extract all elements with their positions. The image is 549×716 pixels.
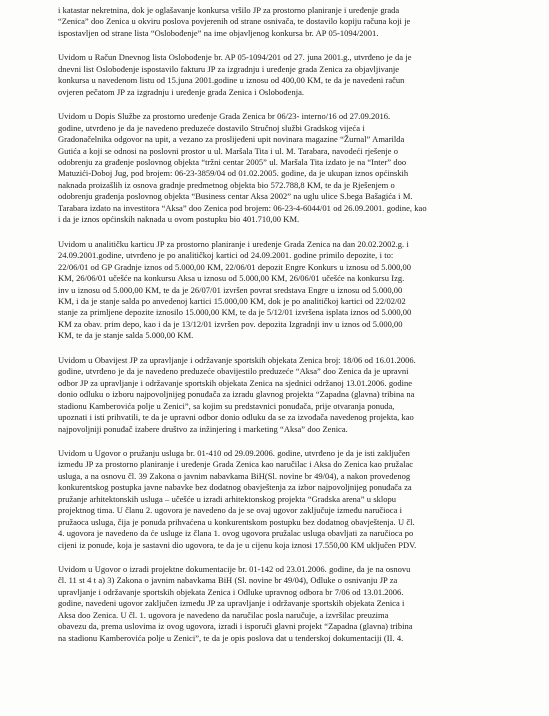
text-line: Uvidom u Dopis Službe za prostorno uređenje Grada Zenica br 06/23- interno/16 od 27.09.2016.	[58, 111, 391, 122]
text-line: inv u iznosu od 5.000,00 KM, te da je 26/07/01 izvršen povrat sredstava Engre u iznosu od 5.000,00	[58, 284, 403, 295]
paragraph-p5	[58, 355, 527, 435]
text-line: i katastar nekretnina, dok je oglašavanje konkursa vršilo JP za prostorno planiranje i uređenje grada	[58, 5, 400, 15]
text-line: Tarabara izdato na investitora “Aksa” doo Zenica pod brojem: 06-23-4-6044/01 od 26.09.2001. godine, kao	[58, 202, 427, 213]
paragraph-p3	[58, 111, 527, 226]
text-line: KM, te da je stanje salda 5.000,00 KM.	[58, 330, 194, 341]
text-line: na stadionu Kamberovića polje u Zenici”, te da je opis poslova dat u tenderskoj dokumentaciji (II. 4.	[58, 632, 404, 643]
text-line: “Zenica” doo Zenica u okviru poslova povjerenih od strane osnivača, te dostavilo kopiju računa koji je	[58, 16, 411, 27]
text-line: godine, utvrđeno je da je navedeno preduzeće obavijestilo preduzeće “Aksa” doo Zenica da je upravni	[58, 366, 409, 377]
paragraph-p4	[58, 239, 527, 342]
text-line: između JP za prostorno planiranje i uređenje Grada Zenica kao naručilac i Aksa do Zenica kao pružalac	[58, 459, 414, 470]
text-line: pružaoca usluga, čija je ponuda prihvaćena u konkurentskom postupku bez dodatnog obavještenja. U čl.	[58, 516, 415, 527]
text-line: dnevni list Oslobođenje ispostavilo fakturu JP za izgradnju i uređenje grada Zenica za objavljivanje	[58, 63, 400, 74]
text-line: konkurentskog postupka javne nabavke bez dodatnog obavještenja za izbor najpovoljnijeg ponuđača za	[58, 482, 412, 493]
text-line: konkursa u navedenom listu od 15.juna 2001.godine u iznosu od 400,00 KM, te da je navedeni račun	[58, 75, 405, 86]
text-line: obavezu da, prema uslovima iz ovog ugovora, izradi i isporuči glavni projekt “Zapadna (glavna) tribina	[58, 621, 413, 632]
text-line: 22/06/01 od GP Gradnje iznos od 5.000,00 KM, 22/06/01 depozit Engre Konkurs u iznosu od 5.000,00	[58, 261, 412, 272]
text-line: godine, navedeni ugovor zaključen između JP za upravljanje i održavanje sportskih objekata Zenica i	[58, 598, 405, 609]
text-line: Uvidom u Račun Dnevnog lista Oslobođenje br. AP 05-1094/201 od 27. juna 2001.g., utvrđeno je da je	[58, 52, 412, 63]
paragraph-p1	[58, 5, 527, 39]
text-line: odobrenju građenja poslovnog objekta “Business centar Aksa 2002” na uglu ulice S.bega Bašagića i M.	[58, 191, 413, 202]
text-line: Uvidom u analitičku karticu JP za prostorno planiranje i uređenje Grada Zenica na dan 20.02.2002.g. i	[58, 238, 409, 249]
text-line: stadionu Kamberovića polje u Zenici”, sa kojim su predstavnici ponuđača, prije otvaranja ponuda,	[58, 400, 395, 411]
text-line: Uvidom u Obavijest JP za upravljanje i održavanje sportskih objekata Zenica broj: 18/06 od 16.01.2006.	[58, 354, 416, 365]
text-line: 4. ugovora je navedeno da će usluge iz člana 1. ovog ugovora pružalac usluga obavljati za naručioca po	[58, 528, 414, 539]
text-line: naknada proizašlih iz osnova gradnje predmetnog objekta bio 572.788,8 KM, te da je Rješenjem o	[58, 179, 395, 190]
text-line: i da je iznos općinskih naknada u ovom postupku bio 401.710,00 KM.	[58, 214, 300, 225]
text-line: odobrenju za građenje poslovnog objekta “tržni centar 2005” ul. Maršala Tita izdato je na “Inter” doo	[58, 156, 407, 167]
text-line: Gutića a koji se odnosi na poslovni prostor u ul. Maršala Tita i ul. M. Tarabara, navodeći rješenje o	[58, 145, 398, 156]
text-line: Matuzići-Doboj Jug, pod brojem: 06-23-3859/04 od 01.02.2005. godine, da je ukupan iznos općinskih	[58, 168, 409, 179]
text-line: najpovoljniji ponuđač izabere društvo za inžinjering i marketing “Aksa” doo Zenica.	[58, 423, 348, 434]
text-line: ispostavljen od strane lista “Oslobođenje” na ime objavljenog konkursa br. AP 05-1094/2001.	[58, 27, 379, 38]
text-line: Aksa doo Zenica. U čl. 1. ugovora je navedeno da naručilac posla naručuje, a izvršilac preuzima	[58, 609, 389, 620]
paragraph-p2	[58, 52, 527, 98]
text-line: pružanje arhitektonskih usluga – učešće u izradi arhitektonskog projekta “Gradska arena” u sklopu	[58, 493, 397, 504]
text-line: čl. 11 st 4 t a) 3) Zakona o javnim nabavkama BiH (Sl. novine br 49/04), Odluke o osnivanju JP za	[58, 575, 398, 586]
paragraph-p6	[58, 448, 527, 551]
text-line: ovjeren pečatom JP za izgradnju i uređenje grada Zenica i Oslobođenja.	[58, 86, 304, 97]
text-line: KM, 26/06/01 učešće na konkursu Aksa u iznosu od 5.000,00 KM, 26/06/01 učešće na konkursu Izg.	[58, 273, 405, 284]
text-line: cijeni iz ponude, koja je sastavni dio ugovora, te da je u cijenu koja iznosi 17.550,00 KM uključen PDV.	[58, 539, 417, 550]
text-line: usluga, a na osnovu čl. 39 Zakona o javnim nabavkama BiH(Sl. novine br 49/04), a nakon provedenog	[58, 470, 411, 481]
text-line: odbor JP za upravljanje i održavanje sportskih objekata Zenica na sjednici održanoj 13.01.2006. godine	[58, 377, 412, 388]
paragraph-p7	[58, 564, 527, 644]
text-line: Gradonačelnika odgovor na upit, a vezano za prosliјeđeni upit novinara magazine “Žurnal” Amarilda	[58, 134, 405, 145]
text-line: stanje za primljene depozite iznosilo 15.000,00 KM, te da je 5/12/01 izvršena isplata iznos od 5.000,00	[58, 307, 412, 318]
text-line: upoznati i isti prihvatili, te da je upravni odbor donio odluku da se za izvođača navedenog projekta, kao	[58, 412, 414, 423]
text-line: KM za obav. prim depo, kao i da je 13/12/01 izvršen pov. depozita Izgradnji inv u iznos od 5.000,00	[58, 318, 403, 329]
text-line: upravljanje i održavanje sportskih objekata Zenica i Odluke upravnog odbora br 7/06 od 13.01.2006.	[58, 586, 404, 597]
text-line: KM, i da je stanje salda po anvedenoj kartici 15.000,00 KM, dok je po analitičkoj kartici od 22/02/02	[58, 295, 406, 306]
text-line: 24.09.2001.godine, utvrđeno je po analitičkoj kartici od 24.09.2001. godine primilo depozite, i to:	[58, 250, 394, 261]
text-line: projektnog tima. U članu 2. ugovora je navedeno da je se ovaj ugovor zaključuje između naručioca i	[58, 505, 403, 516]
text-line: godine, utvrđeno je da je navedeno preduzeće dostavilo Stručnoj službi Gradskog vijeća i	[58, 122, 365, 133]
text-line: Uvidom u Ugovor o pružanju usluga br. 01-410 od 29.09.2006. godine, utvrđeno je da je isti zaključen	[58, 447, 410, 458]
text-line: donio odluku o izboru najpovoljnijeg ponuđača za izradu glavnog projekta “Zapadna (glavna) tribina na	[58, 389, 415, 400]
text-line: Uvidom u Ugovor o izradi projektne dokumentacije br. 01-142 od 23.01.2006. godine, da je na osnovu	[58, 564, 411, 575]
